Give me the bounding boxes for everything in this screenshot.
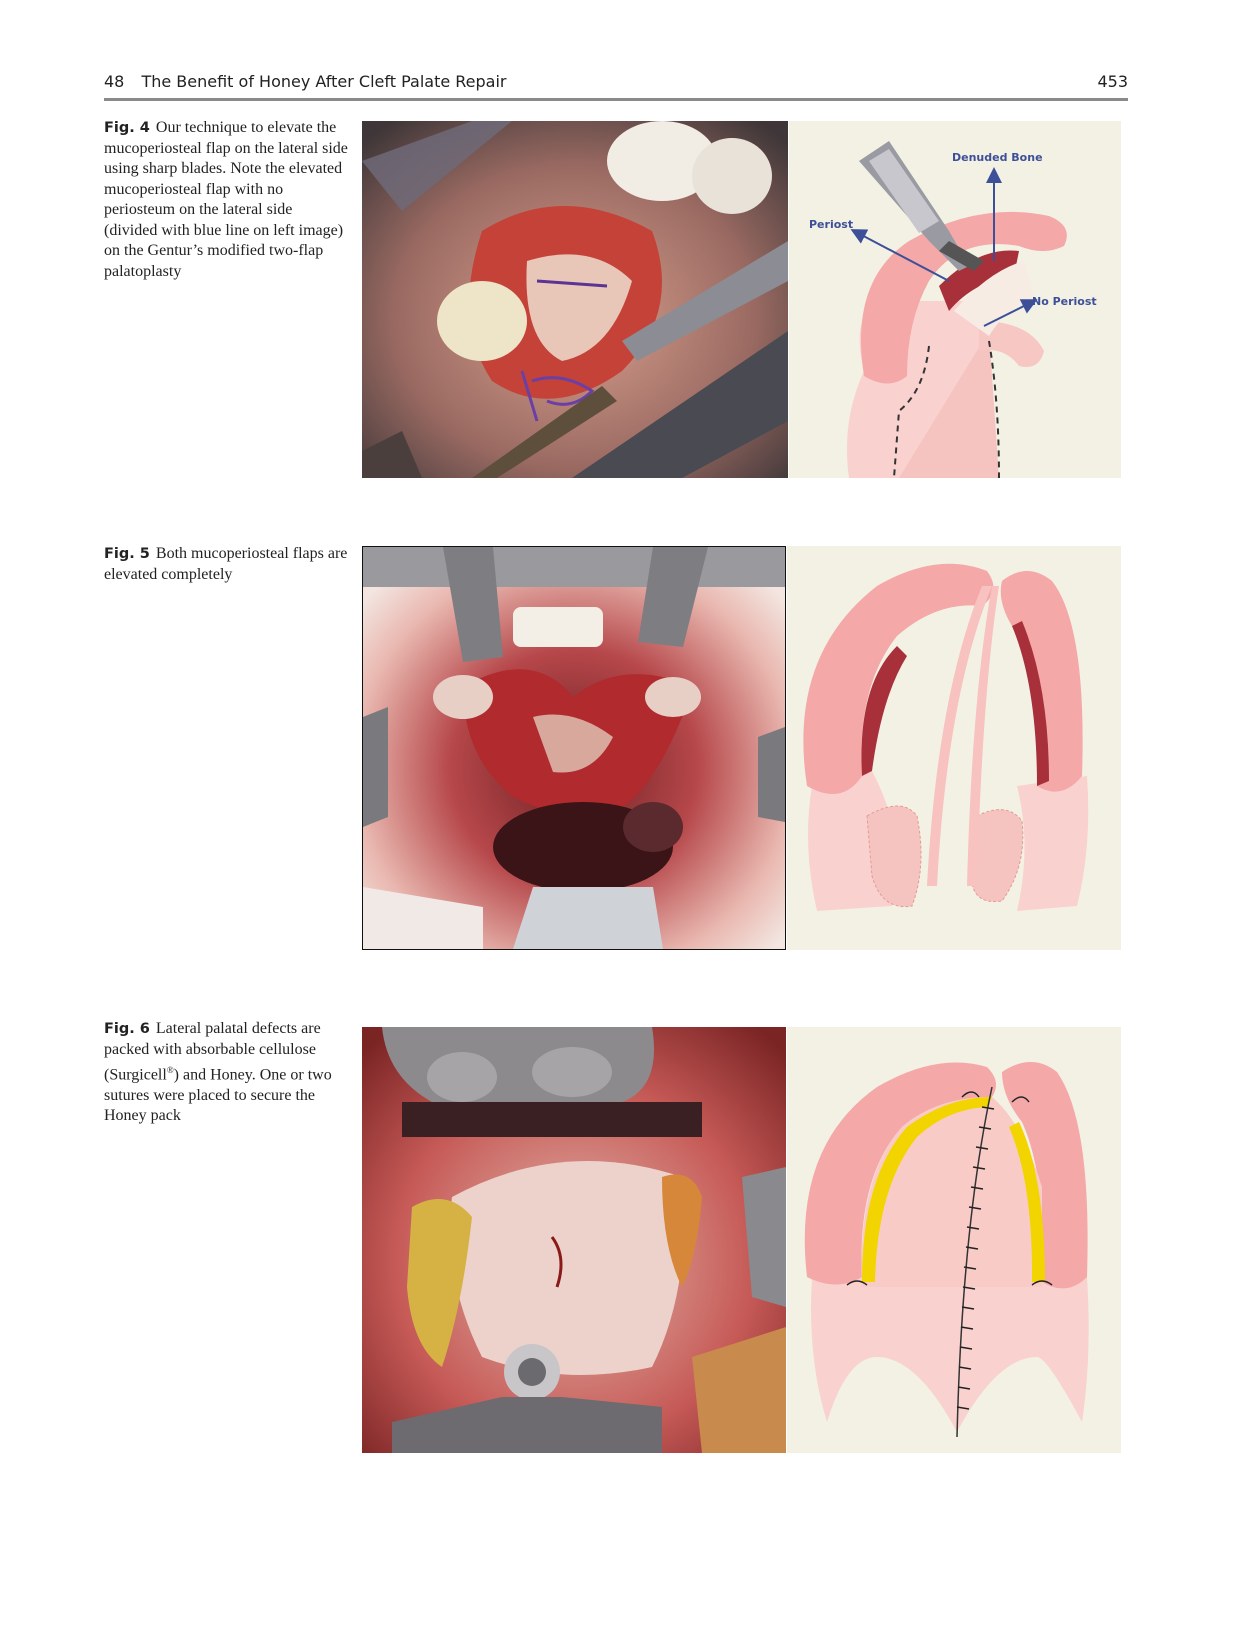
figure-4-surgical-photo <box>362 121 788 478</box>
figure-5-label: Fig. 5 <box>104 546 150 562</box>
label-denuded-bone: Denuded Bone <box>952 151 1043 164</box>
figure-6-diagram <box>787 1027 1121 1453</box>
chapter-heading <box>104 72 507 91</box>
header-rule <box>104 98 1128 101</box>
figure-4-caption <box>104 118 349 282</box>
figure-4-label: Fig. 4 <box>104 120 150 136</box>
label-no-periost: No Periost <box>1032 295 1097 308</box>
figure-5-caption <box>104 544 349 585</box>
figure-6-caption-text-end: ) and Honey. One or two sutures were placed to secure the Honey pack <box>104 1066 332 1125</box>
page-number: 453 <box>1097 72 1128 91</box>
figure-6-surgical-photo <box>362 1027 786 1453</box>
registered-mark: ® <box>166 1065 174 1075</box>
figure-5-diagram <box>787 546 1121 950</box>
figure-6-caption <box>104 1019 349 1127</box>
running-header <box>104 70 1128 96</box>
chapter-number: 48 <box>104 72 125 91</box>
figure-6-caption-text-start: Lateral palatal defects are packed with absorbable cellulose (Surgicell <box>104 1020 321 1084</box>
figure-5-surgical-photo <box>362 546 786 950</box>
label-periost: Periost <box>809 218 854 231</box>
chapter-title: The Benefit of Honey After Cleft Palate Repair <box>141 72 507 91</box>
figure-6-label: Fig. 6 <box>104 1021 150 1037</box>
figure-4-diagram <box>789 121 1121 478</box>
figure-4-caption-text: Our technique to elevate the mucoperiosteal flap on the lateral side using sharp blades. Note the elevated mucoperiosteal flap with no periosteum on the lateral side (divided with blue line on left image) on the Gentur’s modified two-flap palatoplasty <box>104 119 348 280</box>
figure-5-caption-text: Both mucoperiosteal flaps are elevated completely <box>104 545 348 583</box>
